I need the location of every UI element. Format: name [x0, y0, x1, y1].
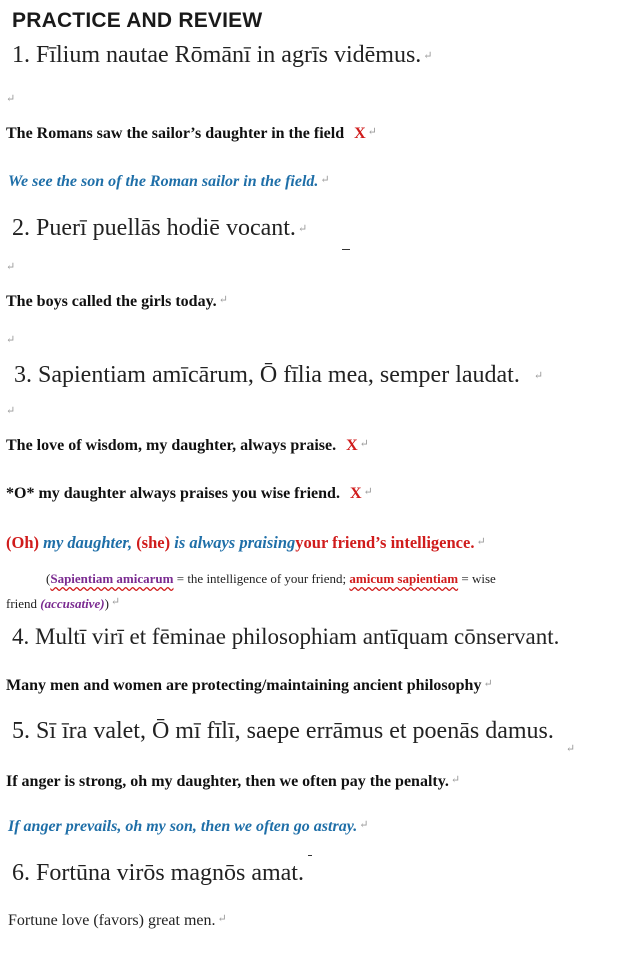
stray-mark — [342, 249, 350, 250]
latin-sentence-1 — [12, 42, 433, 69]
note-accusative: (accusative) — [40, 596, 105, 611]
paragraph-mark-icon: ↵ — [423, 50, 433, 62]
student-translation-2 — [6, 293, 228, 311]
student-translation-5-text: If anger is strong, oh my daughter, then we often pay the penalty. — [6, 773, 449, 790]
latin-sentence-3-text: 3. Sapientiam amīcārum, Ō fīlia mea, semper laudat. — [14, 362, 520, 388]
student-translation-3-text: The love of wisdom, my daughter, always praise. — [6, 437, 337, 454]
wrong-mark: X — [354, 125, 366, 142]
paragraph-mark-icon: ↵ — [6, 405, 16, 417]
student-translation-4 — [6, 677, 493, 695]
student-translation-3 — [6, 437, 369, 455]
paragraph-mark-icon: ↵ — [367, 126, 377, 138]
note-equals-2: = wise — [458, 571, 496, 586]
note-close-paren: ) — [104, 596, 109, 611]
student-translation-2-text: The boys called the girls today. — [6, 293, 217, 310]
student-translation-6-text: Fortune love (favors) great men. — [8, 912, 216, 929]
correct-answer-1-text: We see the son of the Roman sailor in the field. — [8, 173, 319, 190]
student-translation-1 — [6, 125, 377, 143]
student-translation-4-text: Many men and women are protecting/maintaining ancient philosophy — [6, 677, 482, 694]
paragraph-mark-icon: ↵ — [359, 819, 369, 831]
note-friend: friend — [6, 596, 41, 611]
answer-she: (she) — [136, 533, 171, 552]
paragraph-mark-icon: ↵ — [6, 334, 16, 346]
latin-sentence-2 — [12, 215, 307, 242]
note-open-paren: ( — [46, 571, 51, 586]
paragraph-mark-icon: ↵ — [565, 743, 576, 755]
latin-sentence-5-text: 5. Sī īra valet, Ō mī fīlī, saepe errāmus et poenās damus. — [12, 718, 554, 744]
latin-sentence-4: 4. Multī virī et fēminae philosophiam antīquam cōnservant. — [12, 624, 560, 649]
answer-praising: is always praising — [174, 533, 296, 552]
paragraph-mark-icon: ↵ — [359, 438, 369, 450]
latin-sentence-2-text: 2. Puerī puellās hodiē vocant. — [12, 215, 296, 241]
note-term-1: Sapientiam amicarum — [50, 571, 174, 586]
student-translation-6 — [8, 912, 227, 930]
paragraph-mark-icon: ↵ — [110, 596, 121, 608]
latin-sentence-5 — [12, 718, 575, 755]
stray-mark — [308, 855, 312, 856]
answer-intelligence: your friend’s intelligence. — [295, 533, 475, 552]
paragraph-mark-icon: ↵ — [6, 261, 16, 273]
latin-sentence-6: 6. Fortūna virōs magnōs amat. — [12, 860, 304, 886]
paragraph-mark-icon: ↵ — [363, 486, 373, 498]
latin-sentence-3 — [14, 362, 543, 389]
wrong-mark: X — [349, 485, 362, 502]
paragraph-mark-icon: ↵ — [450, 774, 461, 786]
student-translation-3b-text: *O* my daughter always praises you wise friend. — [6, 485, 340, 502]
paragraph-mark-icon: ↵ — [476, 536, 486, 548]
paragraph-mark-icon: ↵ — [297, 223, 308, 235]
note-equals-1: = the intelligence of your friend; — [173, 571, 350, 586]
answer-my-daughter: my daughter — [43, 533, 128, 552]
correct-answer-1 — [8, 173, 330, 191]
paragraph-mark-icon: ↵ — [483, 678, 493, 690]
wrong-mark: X — [346, 437, 358, 454]
answer-oh: (Oh) — [6, 533, 39, 552]
paragraph-mark-icon: ↵ — [6, 93, 16, 105]
latin-sentence-1-text: 1. Fīlium nautae Rōmānī in agrīs vidēmus. — [12, 42, 422, 68]
answer-comma: , — [127, 533, 133, 552]
grammar-note-line-1 — [46, 571, 496, 587]
student-translation-1-text: The Romans saw the sailor’s daughter in the field — [6, 125, 345, 142]
student-translation-5 — [6, 773, 460, 791]
paragraph-mark-icon: ↵ — [217, 913, 227, 925]
note-term-2: amicum sapientiam — [349, 571, 459, 586]
paragraph-mark-icon: ↵ — [533, 370, 544, 382]
paragraph-mark-icon: ↵ — [320, 174, 330, 186]
page-heading: PRACTICE AND REVIEW — [12, 9, 263, 32]
correct-answer-5 — [8, 818, 368, 836]
correct-answer-3 — [6, 533, 486, 553]
student-translation-3b — [6, 485, 373, 503]
grammar-note-line-2 — [6, 595, 120, 612]
paragraph-mark-icon: ↵ — [218, 294, 228, 306]
correct-answer-5-text: If anger prevails, oh my son, then we often go astray. — [8, 818, 358, 835]
